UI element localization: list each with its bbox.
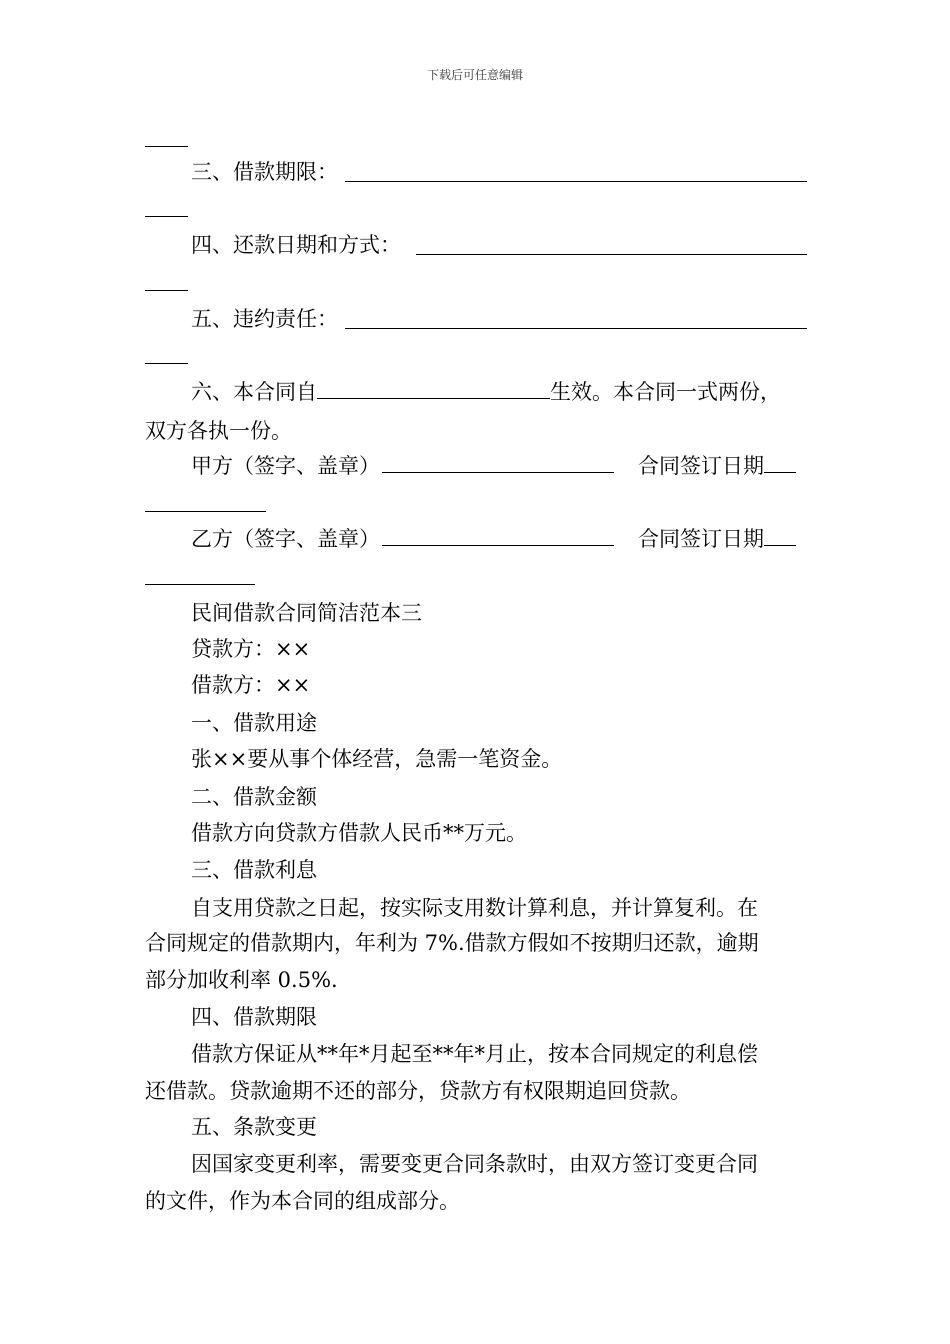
section4-body-line1: 借款方保证从**年*月起至**年*月止，按本合同规定的利息偿 (191, 1042, 758, 1066)
section3-heading: 三、借款利息 (191, 858, 317, 882)
party-b-date-row (638, 524, 796, 554)
page-header: 下载后可任意编辑 (426, 68, 523, 82)
section5-body-line1: 因国家变更利率，需要变更合同条款时，由双方签订变更合同 (191, 1152, 758, 1176)
section1-body: 张××要从事个体经营，急需一笔资金。 (191, 747, 563, 771)
section3-body-line2: 合同规定的借款期内，年利为 7%.借款方假如不按期归还款，逾期 (145, 931, 759, 955)
party-b-date-blank-continuation (145, 584, 255, 585)
effect-blank (317, 398, 550, 399)
blank-line-continuation (145, 146, 188, 147)
effect-clause (191, 377, 781, 407)
breach-label: 五、违约责任： (191, 307, 338, 331)
repayment-label: 四、还款日期和方式： (191, 233, 401, 257)
term-blank-continuation (145, 216, 188, 217)
breach-blank-continuation (145, 363, 188, 364)
repayment-blank (416, 254, 807, 255)
party-b-date-blank (764, 545, 796, 546)
section4-body-line2: 还借款。贷款逾期不还的部分，贷款方有权限期追回贷款。 (145, 1079, 691, 1103)
party-a-sign-blank (382, 472, 614, 473)
term-blank (345, 181, 807, 182)
party-b-date-label: 合同签订日期 (638, 527, 764, 551)
section2-heading: 二、借款金额 (191, 785, 317, 809)
lender-line: 贷款方：×× (191, 637, 311, 661)
party-a-date-row (638, 451, 796, 481)
repayment-blank-continuation (145, 290, 188, 291)
section3-body-line3: 部分加收利率 0.5%. (145, 968, 338, 992)
party-b-sign-blank (382, 545, 614, 546)
effect-suffix: 生效。本合同一式两份， (550, 380, 781, 404)
party-b-sign-label: 乙方（签字、盖章） (191, 527, 380, 551)
contract3-title: 民间借款合同简洁范本三 (191, 601, 422, 625)
party-b-sign-row (191, 524, 614, 554)
borrower-line: 借款方：×× (191, 673, 311, 697)
effect-clause-cont: 双方各执一份。 (145, 419, 292, 443)
party-a-sign-row (191, 451, 614, 481)
section5-body-line2: 的文件，作为本合同的组成部分。 (145, 1189, 460, 1213)
breach-blank (345, 328, 807, 329)
party-a-date-label: 合同签订日期 (638, 454, 764, 478)
party-a-sign-label: 甲方（签字、盖章） (191, 454, 380, 478)
section3-body-line1: 自支用贷款之日起，按实际支用数计算利息，并计算复利。在 (191, 896, 758, 920)
party-a-date-blank (764, 472, 796, 473)
section2-body: 借款方向贷款方借款人民币**万元。 (191, 821, 527, 845)
effect-prefix: 六、本合同自 (191, 380, 317, 404)
section5-heading: 五、条款变更 (191, 1115, 317, 1139)
section4-heading: 四、借款期限 (191, 1005, 317, 1029)
section1-heading: 一、借款用途 (191, 711, 317, 735)
party-a-date-blank-continuation (145, 511, 266, 512)
term-label: 三、借款期限： (191, 160, 338, 184)
